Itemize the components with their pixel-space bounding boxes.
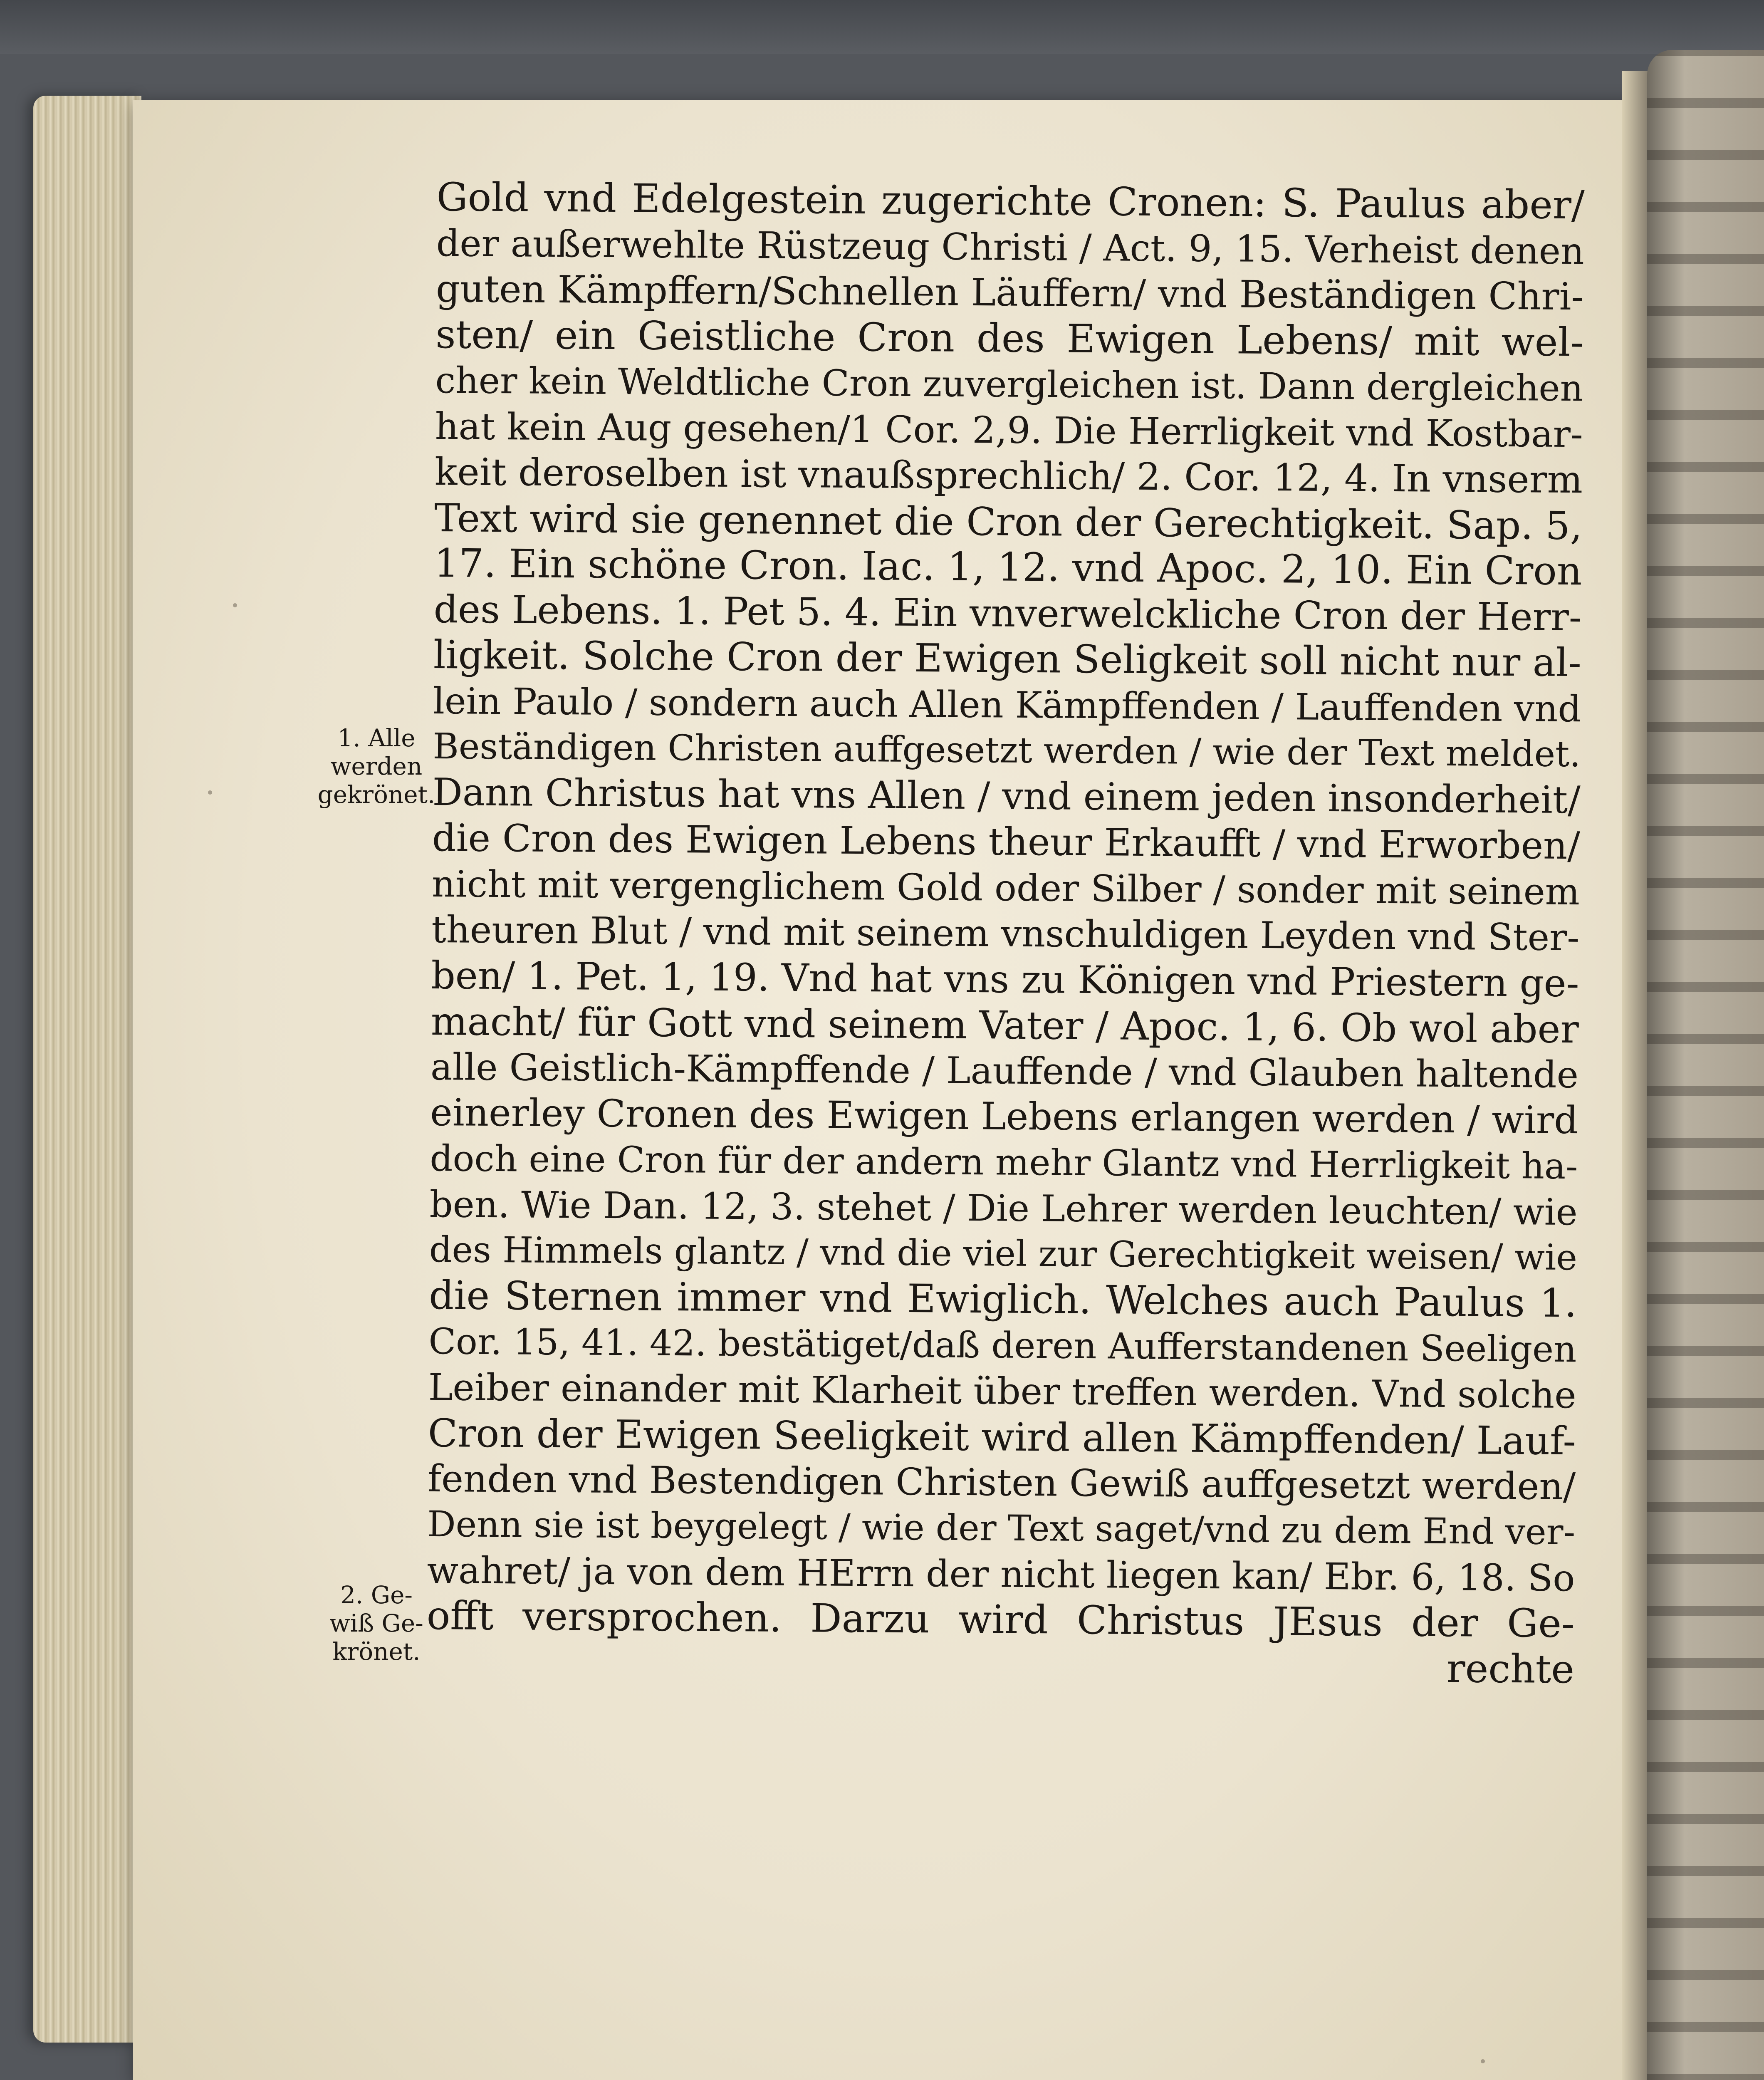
text-line: einerley Cronen des Ewigen Lebens erlangen werden / wird — [430, 1090, 1578, 1143]
margin-note-line: 2. Ge- — [340, 1581, 413, 1609]
text-line: theuren Blut / vnd mit seinem vnschuldigen Leyden vnd Ster- — [431, 908, 1580, 959]
text-line: guten Kämpffern/Schnellen Läuffern/ vnd Beständigen Chri- — [435, 267, 1584, 319]
text-line: fenden vnd Bestendigen Christen Gewiß auffgesetzt werden/ — [427, 1457, 1576, 1509]
margin-note-line: wiß Ge- — [329, 1609, 423, 1637]
paper-speck — [1481, 2059, 1485, 2063]
page-body-text — [426, 175, 1585, 1693]
text-line: hat kein Aug gesehen/1 Cor. 2,9. Die Herrligkeit vnd Kostbar- — [435, 404, 1583, 456]
margin-note-line: gekrönet. — [317, 780, 435, 809]
text-line: Cor. 15, 41. 42. bestätiget/daß deren Aufferstandenen Seeligen — [428, 1320, 1577, 1371]
text-line: alle Geistlich-Kämpffende / Lauffende / vnd Glauben haltende — [430, 1045, 1579, 1097]
catchword: rechte — [1446, 1646, 1575, 1693]
text-line: Cron der Ewigen Seeligkeit wird allen Kämpffenden/ Lauf- — [428, 1410, 1576, 1464]
text-line: ben. Wie Dan. 12, 3. stehet / Die Lehrer werden leuchten/ wie — [429, 1183, 1578, 1234]
margin-note-1 — [308, 724, 445, 809]
text-line: des Lebens. 1. Pet 5. 4. Ein vnverwelckliche Cron der Herr- — [433, 587, 1582, 640]
margin-note-line: werden — [330, 752, 423, 780]
margin-note-2 — [308, 1581, 445, 1666]
text-line: Gold vnd Edelgestein zugerichte Cronen: S. Paulus aber/ — [436, 175, 1585, 228]
page-edges — [33, 96, 141, 2043]
text-line: nicht mit vergenglichem Gold oder Silber / sonder mit seinem — [431, 862, 1580, 914]
paper-speck — [233, 603, 237, 607]
text-line: Leiber einander mit Klarheit über treffen werden. Vnd solche — [428, 1365, 1576, 1417]
text-line: ligkeit. Solche Cron der Ewigen Seligkeit soll nicht nur al- — [433, 632, 1582, 686]
text-line: ben/ 1. Pet. 1, 19. Vnd hat vns zu Königen vnd Priestern ge- — [431, 953, 1579, 1006]
text-line: wahret/ ja von dem HErrn der nicht liegen kan/ Ebr. 6, 18. So — [427, 1548, 1575, 1600]
facing-page-edge — [1647, 50, 1764, 2080]
text-line: lein Paulo / sondern auch Allen Kämpffenden / Lauffenden vnd — [433, 679, 1581, 730]
margin-note-line: krönet. — [332, 1637, 421, 1666]
text-line: der außerwehlte Rüstzeug Christi / Act. 9, 15. Verheist denen — [436, 221, 1585, 273]
paper-speck — [208, 790, 212, 795]
book-cover-top — [0, 0, 1764, 54]
text-line: doch eine Cron für der andern mehr Glantz vnd Herrligkeit ha- — [430, 1137, 1578, 1188]
text-line: macht/ für Gott vnd seinem Vater / Apoc. 1, 6. Ob wol aber — [430, 998, 1579, 1052]
text-line: offt versprochen. Darzu wird Christus JEsus der Ge- — [426, 1593, 1575, 1647]
text-line: die Cron des Ewigen Lebens theur Erkaufft / vnd Erworben/ — [432, 816, 1581, 868]
text-line: des Himmels glantz / vnd die viel zur Gerechtigkeit weisen/ wie — [429, 1229, 1578, 1279]
text-line: Text wird sie genennet die Cron der Gerechtigkeit. Sap. 5, — [434, 495, 1583, 549]
text-line: Denn sie ist beygelegt / wie der Text saget/vnd zu dem End ver- — [427, 1503, 1576, 1553]
margin-note-line: 1. Alle — [337, 724, 416, 752]
text-line: sten/ ein Geistliche Cron des Ewigen Lebens/ mit wel- — [435, 312, 1584, 366]
text-line: Dann Christus hat vns Allen / vnd einem jeden insonderheit/ — [432, 770, 1581, 822]
text-line: Beständigen Christen auffgesetzt werden / wie der Text meldet. — [433, 726, 1581, 775]
text-line: cher kein Weldtliche Cron zuvergleichen ist. Dann dergleichen — [435, 359, 1583, 410]
facing-page-text-blur — [1647, 50, 1764, 2080]
text-line: die Sternen immer vnd Ewiglich. Welches auch Paulus 1. — [428, 1273, 1577, 1327]
text-line: 17. Ein schöne Cron. Iac. 1, 12. vnd Apoc. 2, 10. Ein Cron — [434, 540, 1582, 594]
text-line: keit deroselben ist vnaußsprechlich/ 2. Cor. 12, 4. In vnserm — [434, 450, 1583, 502]
